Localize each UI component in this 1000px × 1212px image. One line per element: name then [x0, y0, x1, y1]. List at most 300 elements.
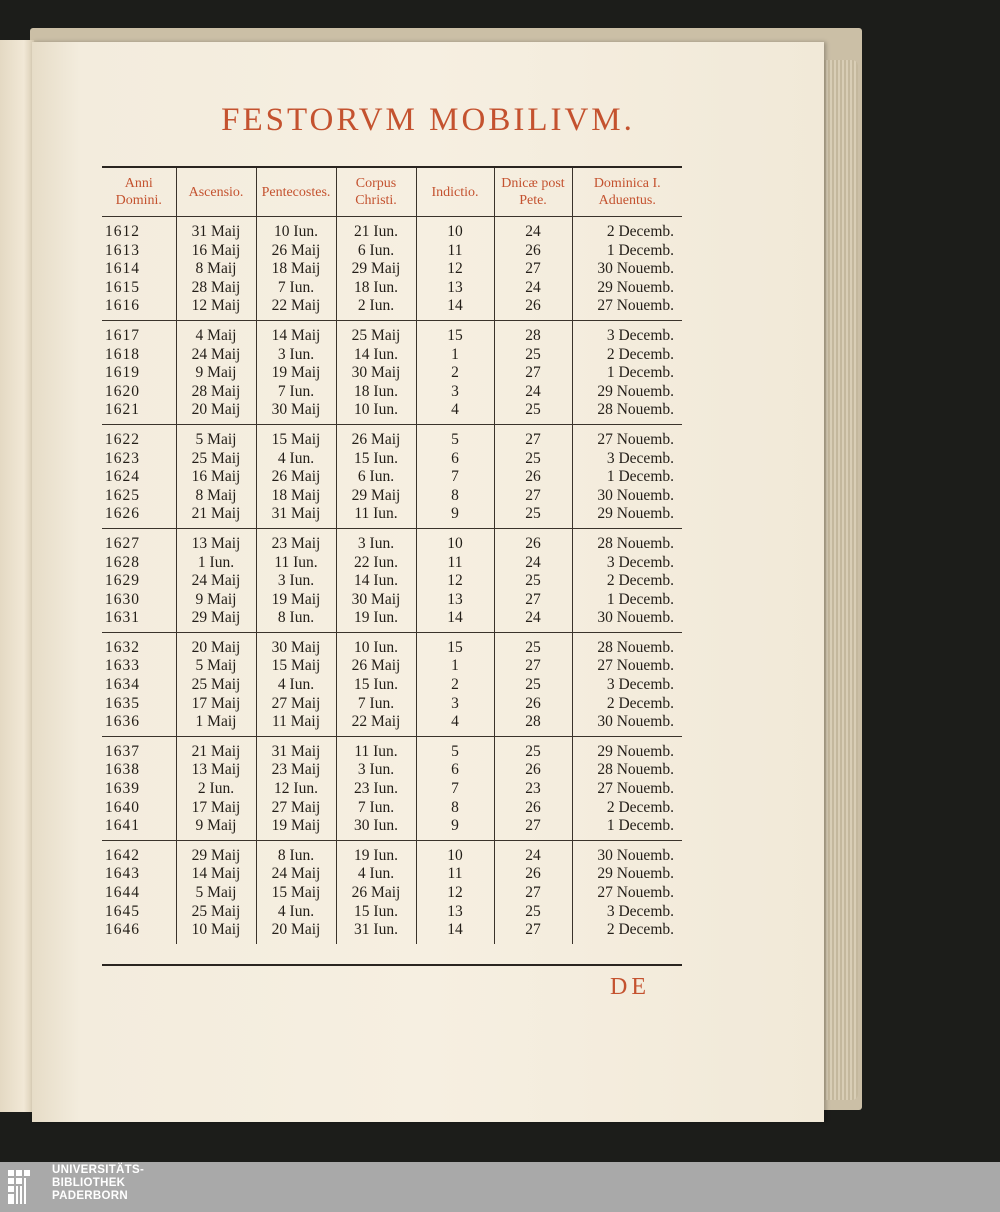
cell-corpus-christi: 19 Iun.: [336, 609, 416, 632]
table-row: [102, 865, 682, 884]
cell-ascension: 13 Maij: [176, 761, 256, 780]
table-header-row: [102, 168, 682, 217]
cell-pentecost: 4 Iun.: [256, 676, 336, 695]
column-header-sundays-after-pentecost: Dnicæ post Pete.: [494, 168, 572, 217]
table-row: [102, 424, 682, 449]
cell-indiction: 9: [416, 505, 494, 528]
cell-ascension: 28 Maij: [176, 383, 256, 402]
cell-ascension: 20 Maij: [176, 632, 256, 657]
cell-first-advent-sunday: 27 Nouemb.: [597, 884, 674, 901]
cell-year: 1629: [102, 572, 176, 591]
cell-year: 1626: [102, 505, 176, 528]
book-page: [32, 42, 824, 1122]
cell-ascension: 10 Maij: [176, 921, 256, 944]
cell-corpus-christi: 29 Maij: [336, 260, 416, 279]
page-title: FESTORVM MOBILIVM.: [221, 102, 635, 138]
cell-indiction: 1: [416, 657, 494, 676]
table-row: [102, 450, 682, 469]
table-row: [102, 217, 682, 242]
cell-year: 1621: [102, 401, 176, 424]
cell-sundays-after-pentecost: 25: [494, 401, 572, 424]
cell-pentecost: 30 Maij: [256, 401, 336, 424]
movable-feasts-table: [102, 168, 682, 944]
table-row: [102, 713, 682, 736]
cell-year: 1634: [102, 676, 176, 695]
cell-indiction: 7: [416, 780, 494, 799]
cell-pentecost: 8 Iun.: [256, 609, 336, 632]
cell-indiction: 8: [416, 799, 494, 818]
cell-indiction: 14: [416, 921, 494, 944]
cell-corpus-christi: 10 Iun.: [336, 632, 416, 657]
cell-year: 1637: [102, 736, 176, 761]
cell-corpus-christi: 22 Iun.: [336, 554, 416, 573]
cell-sundays-after-pentecost: 25: [494, 736, 572, 761]
cell-pentecost: 11 Iun.: [256, 554, 336, 573]
cell-pentecost: 26 Maij: [256, 468, 336, 487]
cell-ascension: 5 Maij: [176, 424, 256, 449]
cell-corpus-christi: 6 Iun.: [336, 468, 416, 487]
column-header-pentecost: Pentecostes.: [256, 168, 336, 217]
cell-pentecost: 22 Maij: [256, 297, 336, 320]
table-row: [102, 903, 682, 922]
cell-corpus-christi: 30 Maij: [336, 591, 416, 610]
cell-indiction: 6: [416, 761, 494, 780]
cell-indiction: 15: [416, 632, 494, 657]
cell-first-advent-sunday: 29 Nouemb.: [597, 742, 674, 760]
cell-first-advent-sunday: 27 Nouemb.: [572, 297, 682, 320]
cell-ascension: 29 Maij: [176, 840, 256, 865]
cell-corpus-christi: 3 Iun.: [336, 528, 416, 553]
cell-ascension: 24 Maij: [176, 346, 256, 365]
table-row: [102, 487, 682, 506]
cell-ascension: 17 Maij: [176, 799, 256, 818]
table-row: [102, 279, 682, 298]
cell-indiction: 13: [416, 591, 494, 610]
university-library-logo-icon: [4, 1166, 46, 1208]
cell-ascension: 13 Maij: [176, 528, 256, 553]
cell-pentecost: 11 Maij: [256, 713, 336, 736]
cell-year: 1623: [102, 450, 176, 469]
cell-corpus-christi: 3 Iun.: [336, 761, 416, 780]
table-row: [102, 505, 682, 528]
cell-sundays-after-pentecost: 25: [494, 450, 572, 469]
cell-year: 1625: [102, 487, 176, 506]
cell-sundays-after-pentecost: 27: [494, 884, 572, 903]
cell-sundays-after-pentecost: 24: [494, 217, 572, 242]
cell-indiction: 4: [416, 401, 494, 424]
cell-ascension: 9 Maij: [176, 817, 256, 840]
column-header-indiction: Indictio.: [416, 168, 494, 217]
cell-year: 1633: [102, 657, 176, 676]
cell-corpus-christi: 25 Maij: [336, 320, 416, 345]
cell-first-advent-sunday: 28 Nouemb.: [597, 761, 674, 779]
cell-indiction: 10: [416, 217, 494, 242]
cell-sundays-after-pentecost: 25: [494, 632, 572, 657]
cell-indiction: 11: [416, 242, 494, 261]
cell-pentecost: 15 Maij: [256, 424, 336, 449]
cell-sundays-after-pentecost: 27: [494, 657, 572, 676]
cell-first-advent-sunday: 30 Nouemb.: [597, 486, 674, 504]
cell-sundays-after-pentecost: 25: [494, 505, 572, 528]
library-name-line: PADERBORN: [52, 1190, 128, 1202]
column-header-corpus-christi: Corpus Christi.: [336, 168, 416, 217]
table-row: [102, 591, 682, 610]
cell-pentecost: 20 Maij: [256, 921, 336, 944]
cell-pentecost: 7 Iun.: [256, 279, 336, 298]
cell-first-advent-sunday: 27 Nouemb.: [597, 780, 674, 798]
table-row: [102, 401, 682, 424]
cell-ascension: 25 Maij: [176, 450, 256, 469]
cell-ascension: 14 Maij: [176, 865, 256, 884]
library-footer-bar: [0, 1162, 1000, 1212]
cell-first-advent-sunday: 1 Decemb.: [606, 590, 674, 608]
cell-ascension: 16 Maij: [176, 468, 256, 487]
library-name-line: BIBLIOTHEK: [52, 1177, 126, 1189]
cell-first-advent-sunday: 29 Nouemb.: [597, 382, 674, 400]
cell-first-advent-sunday: 30 Nouemb.: [572, 609, 682, 632]
cell-indiction: 3: [416, 695, 494, 714]
cell-first-advent-sunday: 1 Decemb.: [572, 817, 682, 840]
cell-sundays-after-pentecost: 24: [494, 279, 572, 298]
cell-year: 1612: [102, 217, 176, 242]
cell-sundays-after-pentecost: 26: [494, 865, 572, 884]
table-row: [102, 242, 682, 261]
table-row: [102, 468, 682, 487]
cell-indiction: 8: [416, 487, 494, 506]
table-row: [102, 676, 682, 695]
table-row: [102, 921, 682, 944]
cell-year: 1620: [102, 383, 176, 402]
cell-pentecost: 27 Maij: [256, 799, 336, 818]
cell-corpus-christi: 26 Maij: [336, 657, 416, 676]
cell-sundays-after-pentecost: 27: [494, 921, 572, 944]
cell-first-advent-sunday: 2 Decemb.: [606, 921, 674, 939]
cell-year: 1635: [102, 695, 176, 714]
cell-pentecost: 4 Iun.: [256, 903, 336, 922]
cell-sundays-after-pentecost: 25: [494, 903, 572, 922]
table-row: [102, 609, 682, 632]
cell-ascension: 21 Maij: [176, 505, 256, 528]
cell-corpus-christi: 31 Iun.: [336, 921, 416, 944]
cell-year: 1627: [102, 528, 176, 553]
column-header-year: Anni Domini.: [102, 168, 176, 217]
cell-corpus-christi: 18 Iun.: [336, 279, 416, 298]
cell-ascension: 1 Iun.: [176, 554, 256, 573]
cell-ascension: 8 Maij: [176, 487, 256, 506]
cell-corpus-christi: 26 Maij: [336, 884, 416, 903]
table-row: [102, 817, 682, 840]
cell-first-advent-sunday: 1 Decemb.: [606, 364, 674, 382]
cell-sundays-after-pentecost: 26: [494, 695, 572, 714]
cell-ascension: 4 Maij: [176, 320, 256, 345]
cell-year: 1631: [102, 609, 176, 632]
table-row: [102, 383, 682, 402]
cell-indiction: 2: [416, 676, 494, 695]
cell-pentecost: 4 Iun.: [256, 450, 336, 469]
cell-pentecost: 31 Maij: [256, 736, 336, 761]
cell-year: 1646: [102, 921, 176, 944]
cell-corpus-christi: 30 Maij: [336, 364, 416, 383]
cell-first-advent-sunday: 27 Nouemb.: [597, 430, 674, 448]
cell-indiction: 12: [416, 572, 494, 591]
cell-indiction: 13: [416, 903, 494, 922]
cell-sundays-after-pentecost: 26: [494, 297, 572, 320]
table-row: [102, 840, 682, 865]
cell-first-advent-sunday: 29 Nouemb.: [597, 865, 674, 883]
cell-sundays-after-pentecost: 26: [494, 468, 572, 487]
cell-first-advent-sunday: 30 Nouemb.: [597, 260, 674, 278]
cell-first-advent-sunday: 30 Nouemb.: [597, 846, 674, 864]
table-row: [102, 346, 682, 365]
cell-year: 1638: [102, 761, 176, 780]
cell-ascension: 9 Maij: [176, 364, 256, 383]
cell-year: 1619: [102, 364, 176, 383]
cell-year: 1615: [102, 279, 176, 298]
cell-sundays-after-pentecost: 26: [494, 799, 572, 818]
cell-corpus-christi: 14 Iun.: [336, 572, 416, 591]
cell-sundays-after-pentecost: 28: [494, 713, 572, 736]
cell-ascension: 25 Maij: [176, 903, 256, 922]
cell-ascension: 1 Maij: [176, 713, 256, 736]
cell-first-advent-sunday: 1 Decemb.: [606, 241, 674, 259]
cell-ascension: 12 Maij: [176, 297, 256, 320]
cell-corpus-christi: 23 Iun.: [336, 780, 416, 799]
cell-ascension: 31 Maij: [176, 217, 256, 242]
cell-corpus-christi: 4 Iun.: [336, 865, 416, 884]
cell-first-advent-sunday: 30 Nouemb.: [572, 713, 682, 736]
cell-first-advent-sunday: 29 Nouemb.: [572, 505, 682, 528]
cell-ascension: 21 Maij: [176, 736, 256, 761]
cell-first-advent-sunday: 3 Decemb.: [606, 449, 674, 467]
cell-first-advent-sunday: 29 Nouemb.: [597, 278, 674, 296]
cell-pentecost: 3 Iun.: [256, 572, 336, 591]
cell-ascension: 17 Maij: [176, 695, 256, 714]
table-row: [102, 761, 682, 780]
cell-first-advent-sunday: 2 Decemb.: [606, 572, 674, 590]
cell-pentecost: 3 Iun.: [256, 346, 336, 365]
table-row: [102, 884, 682, 903]
cell-indiction: 1: [416, 346, 494, 365]
cell-ascension: 29 Maij: [176, 609, 256, 632]
table-row: [102, 780, 682, 799]
library-name-line: UNIVERSITÄTS-: [52, 1164, 145, 1176]
cell-pentecost: 15 Maij: [256, 657, 336, 676]
cell-ascension: 9 Maij: [176, 591, 256, 610]
cell-first-advent-sunday: 2 Decemb.: [606, 798, 674, 816]
cell-sundays-after-pentecost: 24: [494, 383, 572, 402]
cell-sundays-after-pentecost: 27: [494, 817, 572, 840]
cell-pentecost: 23 Maij: [256, 761, 336, 780]
cell-corpus-christi: 15 Iun.: [336, 450, 416, 469]
cell-indiction: 12: [416, 884, 494, 903]
column-header-first-advent-sunday: Dominica I. Aduentus.: [572, 168, 682, 217]
cell-ascension: 2 Iun.: [176, 780, 256, 799]
cell-pentecost: 24 Maij: [256, 865, 336, 884]
cell-sundays-after-pentecost: 24: [494, 554, 572, 573]
cell-year: 1613: [102, 242, 176, 261]
cell-year: 1645: [102, 903, 176, 922]
cell-sundays-after-pentecost: 25: [494, 572, 572, 591]
cell-corpus-christi: 22 Maij: [336, 713, 416, 736]
cell-indiction: 10: [416, 840, 494, 865]
cell-sundays-after-pentecost: 27: [494, 487, 572, 506]
cell-first-advent-sunday: 1 Decemb.: [606, 468, 674, 486]
column-header-ascension: Ascensio.: [176, 168, 256, 217]
cell-indiction: 4: [416, 713, 494, 736]
cell-pentecost: 23 Maij: [256, 528, 336, 553]
page-fore-edge: [818, 60, 858, 1100]
cell-pentecost: 18 Maij: [256, 487, 336, 506]
cell-indiction: 15: [416, 320, 494, 345]
cell-indiction: 11: [416, 865, 494, 884]
cell-sundays-after-pentecost: 24: [494, 609, 572, 632]
cell-ascension: 16 Maij: [176, 242, 256, 261]
table-row: [102, 364, 682, 383]
cell-year: 1632: [102, 632, 176, 657]
cell-indiction: 11: [416, 554, 494, 573]
cell-indiction: 14: [416, 297, 494, 320]
cell-pentecost: 31 Maij: [256, 505, 336, 528]
cell-corpus-christi: 30 Iun.: [336, 817, 416, 840]
cell-sundays-after-pentecost: 25: [494, 676, 572, 695]
cell-sundays-after-pentecost: 26: [494, 528, 572, 553]
cell-first-advent-sunday: 3 Decemb.: [606, 553, 674, 571]
cell-pentecost: 10 Iun.: [256, 217, 336, 242]
cell-year: 1618: [102, 346, 176, 365]
cell-year: 1616: [102, 297, 176, 320]
cell-sundays-after-pentecost: 24: [494, 840, 572, 865]
cell-pentecost: 27 Maij: [256, 695, 336, 714]
cell-corpus-christi: 21 Iun.: [336, 217, 416, 242]
table-row: [102, 297, 682, 320]
cell-year: 1644: [102, 884, 176, 903]
cell-year: 1617: [102, 320, 176, 345]
cell-year: 1622: [102, 424, 176, 449]
cell-first-advent-sunday: 27 Nouemb.: [597, 657, 674, 675]
catchword: DE: [610, 974, 650, 1000]
cell-corpus-christi: 11 Iun.: [336, 736, 416, 761]
cell-year: 1643: [102, 865, 176, 884]
table-row: [102, 260, 682, 279]
table-row: [102, 695, 682, 714]
cell-year: 1639: [102, 780, 176, 799]
cell-sundays-after-pentecost: 27: [494, 424, 572, 449]
table-row: [102, 736, 682, 761]
cell-ascension: 25 Maij: [176, 676, 256, 695]
cell-first-advent-sunday: 28 Nouemb.: [597, 534, 674, 552]
cell-indiction: 14: [416, 609, 494, 632]
cell-pentecost: 8 Iun.: [256, 840, 336, 865]
facing-page-edge: [0, 40, 34, 1112]
cell-corpus-christi: 14 Iun.: [336, 346, 416, 365]
cell-corpus-christi: 7 Iun.: [336, 799, 416, 818]
cell-pentecost: 12 Iun.: [256, 780, 336, 799]
cell-corpus-christi: 7 Iun.: [336, 695, 416, 714]
cell-corpus-christi: 2 Iun.: [336, 297, 416, 320]
cell-sundays-after-pentecost: 23: [494, 780, 572, 799]
cell-sundays-after-pentecost: 26: [494, 242, 572, 261]
cell-ascension: 8 Maij: [176, 260, 256, 279]
cell-corpus-christi: 26 Maij: [336, 424, 416, 449]
cell-indiction: 5: [416, 424, 494, 449]
cell-first-advent-sunday: 3 Decemb.: [606, 676, 674, 694]
table-row: [102, 632, 682, 657]
cell-pentecost: 19 Maij: [256, 364, 336, 383]
cell-pentecost: 7 Iun.: [256, 383, 336, 402]
cell-sundays-after-pentecost: 27: [494, 364, 572, 383]
cell-sundays-after-pentecost: 26: [494, 761, 572, 780]
cell-first-advent-sunday: 3 Decemb.: [606, 326, 674, 344]
cell-indiction: 13: [416, 279, 494, 298]
cell-first-advent-sunday: 3 Decemb.: [606, 902, 674, 920]
cell-sundays-after-pentecost: 27: [494, 260, 572, 279]
cell-first-advent-sunday: 2 Decemb.: [606, 223, 674, 240]
cell-indiction: 12: [416, 260, 494, 279]
cell-first-advent-sunday: 2 Decemb.: [606, 694, 674, 712]
cell-year: 1614: [102, 260, 176, 279]
cell-ascension: 5 Maij: [176, 884, 256, 903]
cell-first-advent-sunday: 2 Decemb.: [606, 345, 674, 363]
cell-indiction: 3: [416, 383, 494, 402]
cell-sundays-after-pentecost: 28: [494, 320, 572, 345]
cell-ascension: 24 Maij: [176, 572, 256, 591]
cell-corpus-christi: 6 Iun.: [336, 242, 416, 261]
cell-year: 1642: [102, 840, 176, 865]
cell-pentecost: 14 Maij: [256, 320, 336, 345]
table-row: [102, 528, 682, 553]
cell-sundays-after-pentecost: 27: [494, 591, 572, 610]
cell-first-advent-sunday: 28 Nouemb.: [572, 401, 682, 424]
cell-sundays-after-pentecost: 25: [494, 346, 572, 365]
cell-year: 1636: [102, 713, 176, 736]
cell-pentecost: 15 Maij: [256, 884, 336, 903]
cell-year: 1630: [102, 591, 176, 610]
cell-year: 1628: [102, 554, 176, 573]
cell-corpus-christi: 10 Iun.: [336, 401, 416, 424]
feast-table-frame: [102, 166, 682, 966]
cell-ascension: 20 Maij: [176, 401, 256, 424]
cell-corpus-christi: 19 Iun.: [336, 840, 416, 865]
cell-pentecost: 30 Maij: [256, 632, 336, 657]
cell-year: 1624: [102, 468, 176, 487]
table-body: [102, 217, 682, 944]
cell-indiction: 10: [416, 528, 494, 553]
cell-corpus-christi: 29 Maij: [336, 487, 416, 506]
cell-indiction: 6: [416, 450, 494, 469]
cell-corpus-christi: 15 Iun.: [336, 676, 416, 695]
cell-year: 1640: [102, 799, 176, 818]
cell-year: 1641: [102, 817, 176, 840]
cell-corpus-christi: 18 Iun.: [336, 383, 416, 402]
table-row: [102, 799, 682, 818]
cell-corpus-christi: 11 Iun.: [336, 505, 416, 528]
table-row: [102, 554, 682, 573]
cell-indiction: 5: [416, 736, 494, 761]
cell-indiction: 2: [416, 364, 494, 383]
cell-indiction: 9: [416, 817, 494, 840]
cell-pentecost: 18 Maij: [256, 260, 336, 279]
cell-ascension: 28 Maij: [176, 279, 256, 298]
table-row: [102, 572, 682, 591]
library-name: [52, 1164, 144, 1203]
cell-first-advent-sunday: 28 Nouemb.: [597, 638, 674, 656]
cell-pentecost: 19 Maij: [256, 817, 336, 840]
table-row: [102, 657, 682, 676]
table-row: [102, 320, 682, 345]
cell-pentecost: 26 Maij: [256, 242, 336, 261]
cell-indiction: 7: [416, 468, 494, 487]
cell-ascension: 5 Maij: [176, 657, 256, 676]
